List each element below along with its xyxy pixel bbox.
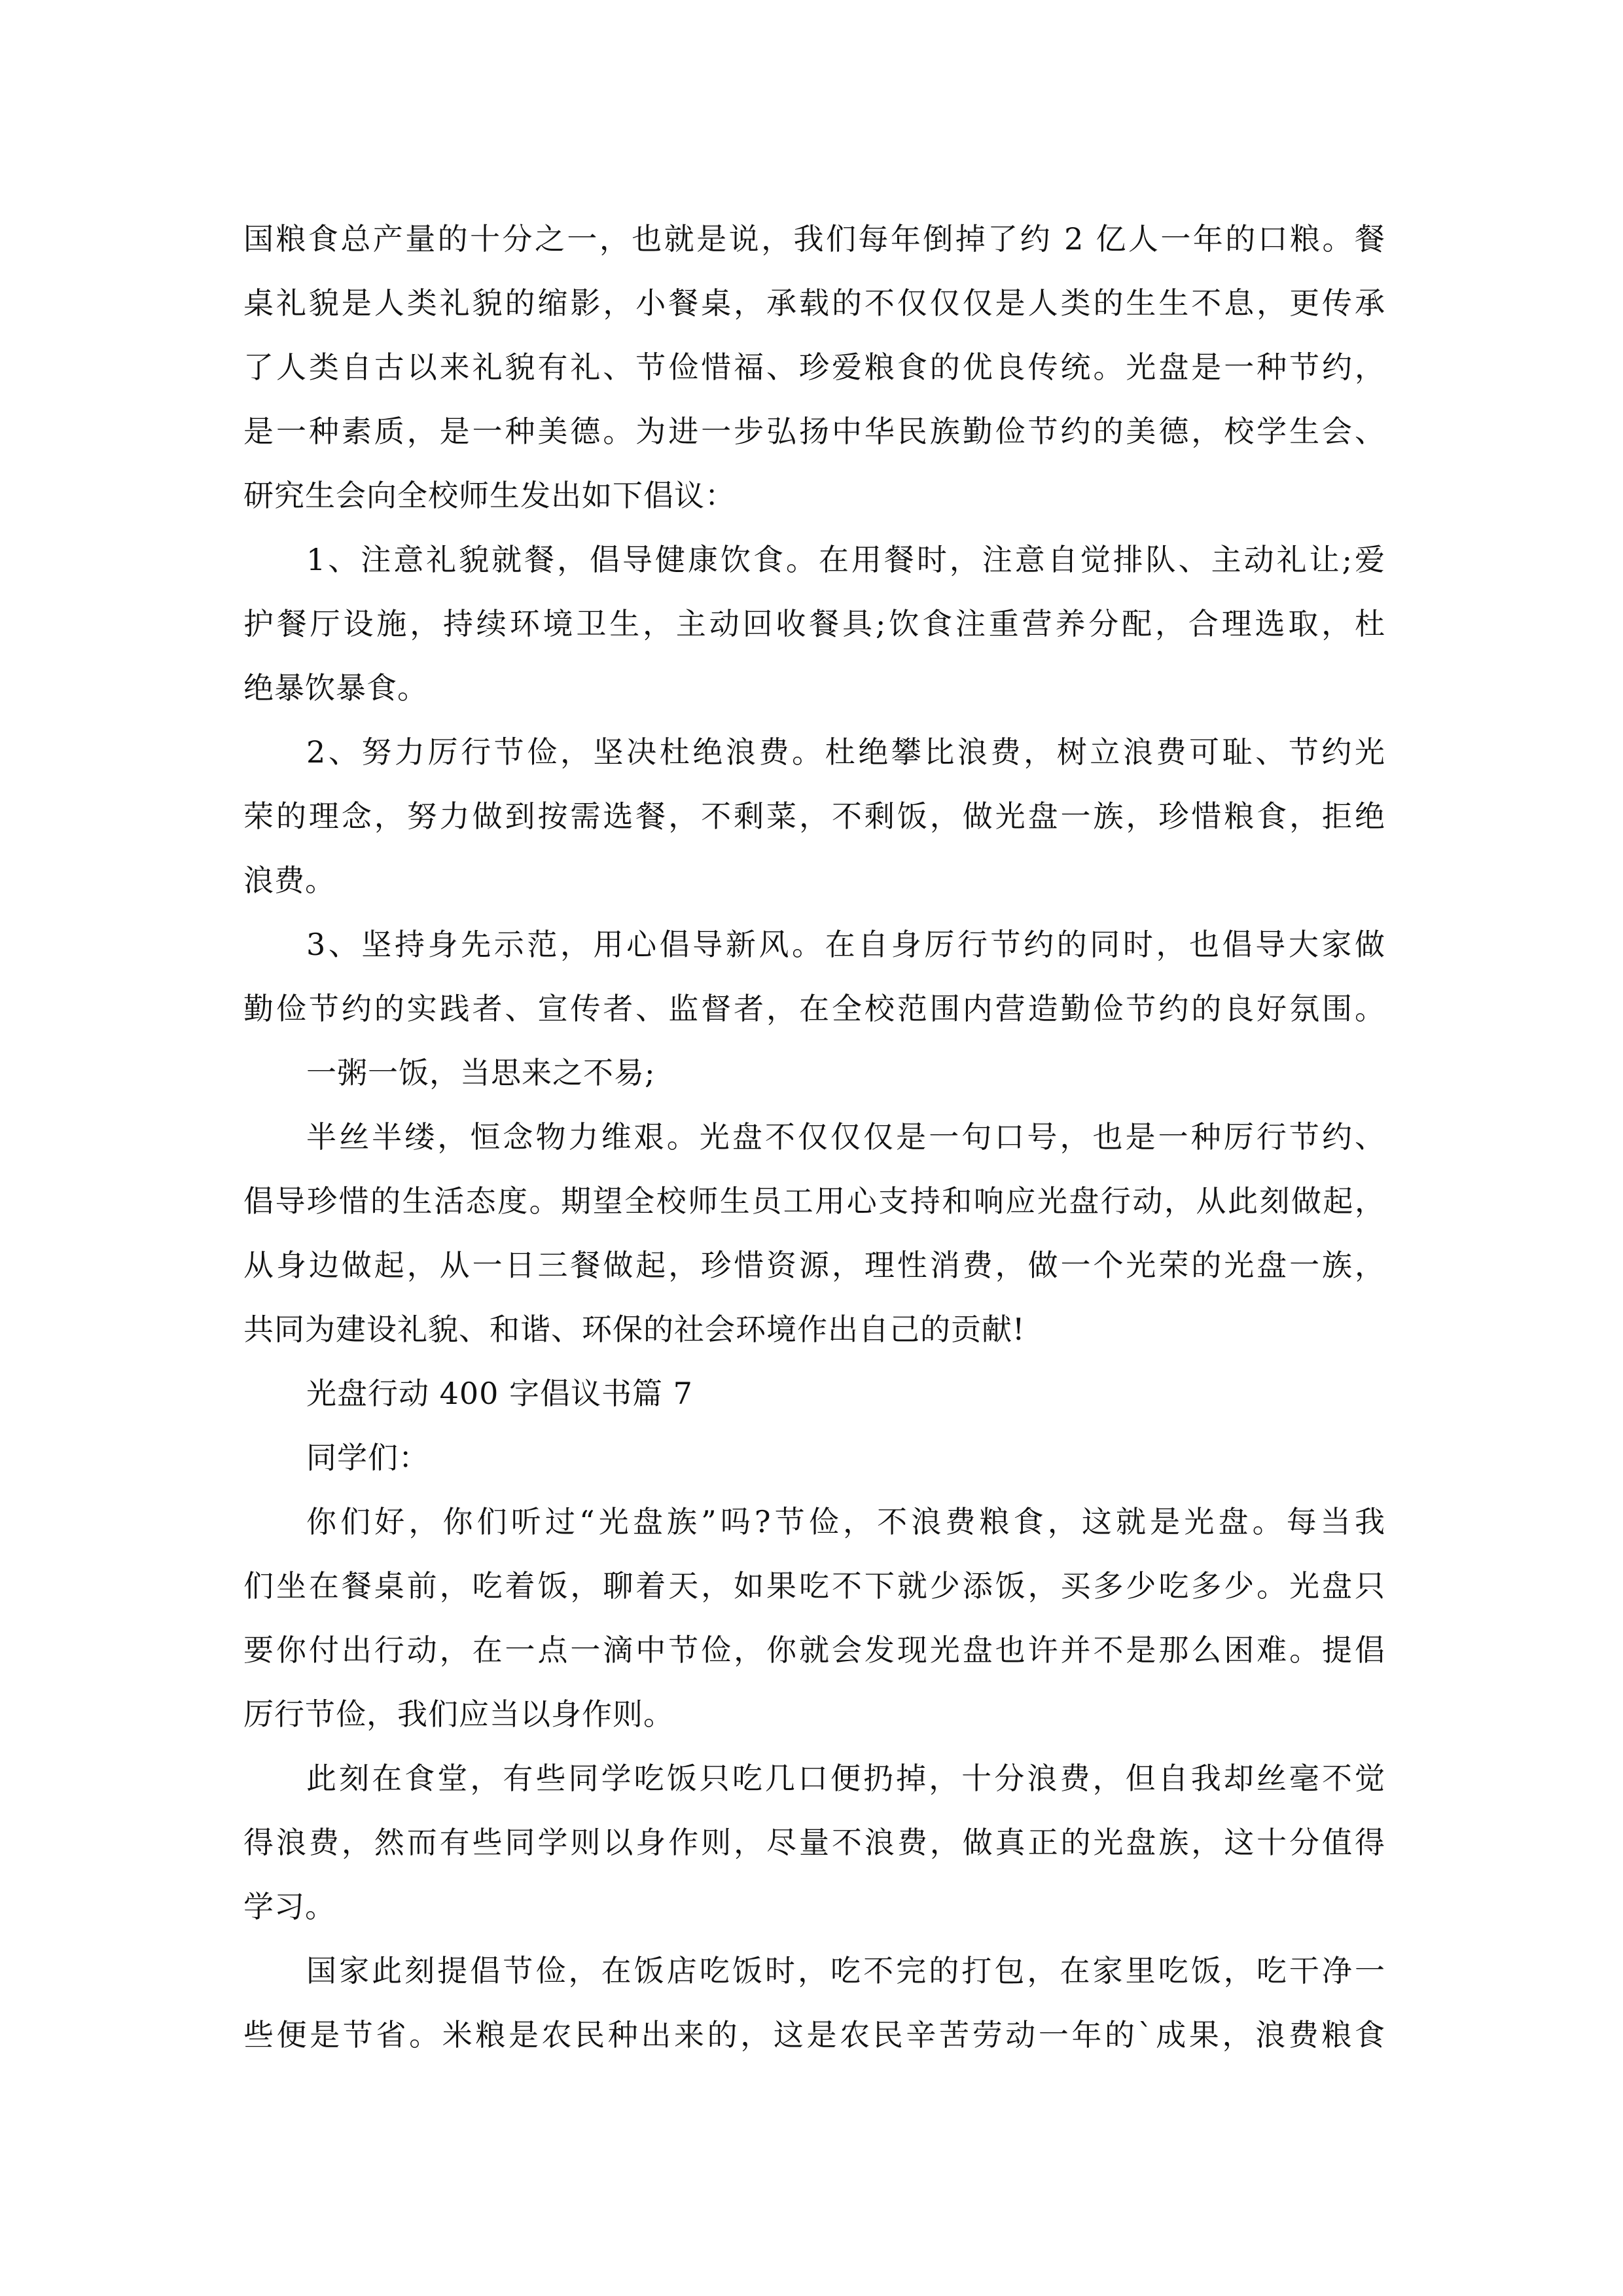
text-line: 浪费。 bbox=[243, 863, 336, 898]
text-line: 研究生会向全校师生发出如下倡议： bbox=[243, 478, 736, 513]
text-line: 2、努力厉行节俭，坚决杜绝浪费。杜绝攀比浪费，树立浪费可耻、节约光 bbox=[306, 734, 1385, 770]
text-line: 1、注意礼貌就餐，倡导健康饮食。在用餐时，注意自觉排队、主动礼让;爱 bbox=[306, 542, 1385, 577]
text-line: 国粮食总产量的十分之一，也就是说，我们每年倒掉了约 2 亿人一年的口粮。餐 bbox=[243, 221, 1385, 257]
text-line: 国家此刻提倡节俭，在饭店吃饭时，吃不完的打包，在家里吃饭，吃干净一 bbox=[306, 1953, 1385, 1988]
text-line: 厉行节俭，我们应当以身作则。 bbox=[243, 1696, 674, 1732]
text-line: 桌礼貌是人类礼貌的缩影，小餐桌，承载的不仅仅仅是人类的生生不息，更传承 bbox=[243, 285, 1385, 321]
text-line: 你们好，你们听过“光盘族”吗?节俭，不浪费粮食，这就是光盘。每当我 bbox=[306, 1504, 1385, 1539]
text-line: 绝暴饮暴食。 bbox=[243, 670, 428, 706]
text-line: 半丝半缕，恒念物力维艰。光盘不仅仅仅是一句口号，也是一种厉行节约、 bbox=[306, 1119, 1385, 1155]
text-line: 3、坚持身先示范，用心倡导新风。在自身厉行节约的同时，也倡导大家做 bbox=[306, 927, 1385, 962]
text-line: 倡导珍惜的生活态度。期望全校师生员工用心支持和响应光盘行动，从此刻做起， bbox=[243, 1183, 1385, 1219]
text-line: 们坐在餐桌前，吃着饭，聊着天，如果吃不下就少添饭，买多少吃多少。光盘只 bbox=[243, 1568, 1385, 1604]
text-line: 同学们： bbox=[306, 1440, 429, 1475]
text-line: 了人类自古以来礼貌有礼、节俭惜福、珍爱粮食的优良传统。光盘是一种节约， bbox=[243, 350, 1385, 385]
text-line: 光盘行动 400 字倡议书篇 7 bbox=[306, 1376, 693, 1411]
document-body bbox=[243, 207, 1385, 2067]
text-line: 从身边做起，从一日三餐做起，珍惜资源，理性消费，做一个光荣的光盘一族， bbox=[243, 1247, 1385, 1283]
text-line: 些便是节省。米粮是农民种出来的，这是农民辛苦劳动一年的`成果，浪费粮食 bbox=[243, 2017, 1385, 2053]
text-line: 此刻在食堂，有些同学吃饭只吃几口便扔掉，十分浪费，但自我却丝毫不觉 bbox=[306, 1761, 1385, 1796]
text-line: 要你付出行动，在一点一滴中节俭，你就会发现光盘也许并不是那么困难。提倡 bbox=[243, 1632, 1385, 1668]
text-line: 学习。 bbox=[243, 1889, 336, 1924]
text-line: 勤俭节约的实践者、宣传者、监督者，在全校范围内营造勤俭节约的良好氛围。 bbox=[243, 991, 1385, 1026]
text-line: 共同为建设礼貌、和谐、环保的社会环境作出自己的贡献! bbox=[243, 1312, 1026, 1347]
text-line: 是一种素质，是一种美德。为进一步弘扬中华民族勤俭节约的美德，校学生会、 bbox=[243, 414, 1385, 449]
text-line: 得浪费，然而有些同学则以身作则，尽量不浪费，做真正的光盘族，这十分值得 bbox=[243, 1825, 1385, 1860]
text-line: 一粥一饭，当思来之不易; bbox=[306, 1055, 656, 1090]
text-line: 护餐厅设施，持续环境卫生，主动回收餐具;饮食注重营养分配，合理选取，杜 bbox=[243, 606, 1385, 641]
text-line: 荣的理念，努力做到按需选餐，不剩菜，不剩饭，做光盘一族，珍惜粮食，拒绝 bbox=[243, 798, 1385, 834]
